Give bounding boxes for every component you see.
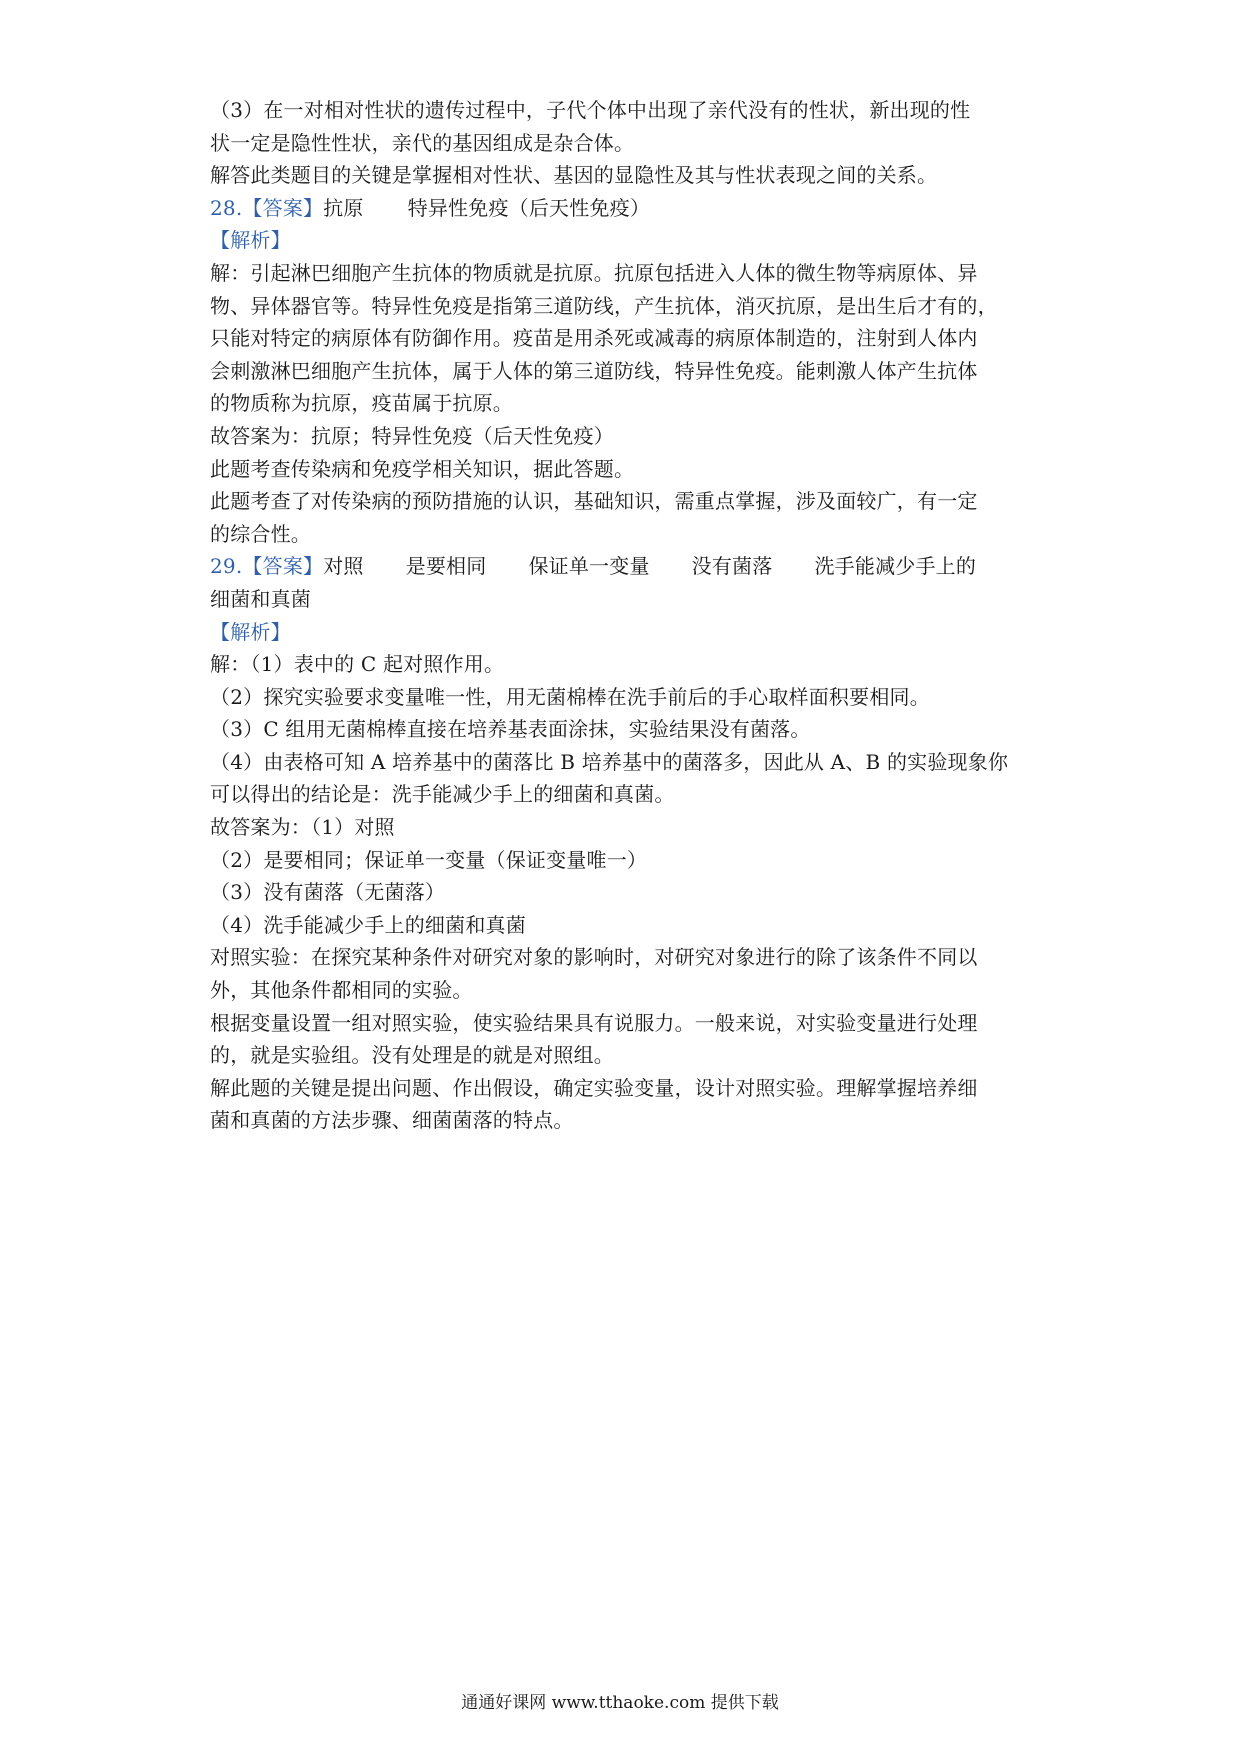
- text-line: 可以得出的结论是：洗手能减少手上的细菌和真菌。: [210, 782, 675, 807]
- answer-29-blank-1: 对照: [323, 554, 364, 579]
- answer-28-blank-2: 特异性免疫（后天性免疫）: [407, 195, 651, 220]
- text-line: 解此题的关键是提出问题、作出假设，确定实验变量，设计对照实验。理解掌握培养细: [210, 1075, 978, 1100]
- text-line: （2）是要相同；保证单一变量（保证变量唯一）: [210, 847, 648, 872]
- answer-29-blank-2: 是要相同: [405, 554, 487, 579]
- text-line: 的，就是实验组。没有处理是的就是对照组。: [210, 1043, 614, 1068]
- text-line: 会刺激淋巴细胞产生抗体，属于人体的第三道防线，特异性免疫。能刺激人体产生抗体: [210, 358, 978, 383]
- text-line: （4）洗手能减少手上的细菌和真菌: [210, 912, 526, 937]
- question-number-28: 28.: [210, 195, 243, 220]
- answer-29-blank-3: 保证单一变量: [528, 554, 650, 579]
- answer-tag: 【答案】: [242, 195, 324, 220]
- text-line: 解答此类题目的关键是掌握相对性状、基因的显隐性及其与性状表现之间的关系。: [210, 163, 938, 188]
- question-number-29: 29.: [210, 554, 243, 579]
- text-line: （4）由表格可知 A 培养基中的菌落比 B 培养基中的菌落多，因此从 A、B 的实验现象你: [210, 749, 1009, 774]
- text-line: （3）C 组用无菌棉棒直接在培养基表面涂抹，实验结果没有菌落。: [210, 717, 811, 742]
- text-line: （2）探究实验要求变量唯一性，用无菌棉棒在洗手前后的手心取样面积要相同。: [210, 684, 930, 709]
- text-line: 的综合性。: [210, 521, 311, 546]
- analysis-tag-29: 【解析】: [210, 619, 291, 644]
- text-line: 此题考查传染病和免疫学相关知识，据此答题。: [210, 456, 635, 481]
- text-line: 解：（1）表中的 C 起对照作用。: [210, 652, 505, 677]
- text-line: 故答案为：抗原；特异性免疫（后天性免疫）: [210, 423, 614, 448]
- answer-tag: 【答案】: [242, 554, 324, 579]
- text-line: 菌和真菌的方法步骤、细菌菌落的特点。: [210, 1108, 574, 1133]
- text-line: 故答案为：（1）对照: [210, 815, 395, 840]
- document-body: [210, 94, 1040, 1137]
- text-line: 对照实验：在探究某种条件对研究对象的影响时，对研究对象进行的除了该条件不同以: [210, 945, 978, 970]
- text-line: 外，其他条件都相同的实验。: [210, 978, 473, 1003]
- answer-29-line: [210, 550, 1040, 583]
- answer-29-blank-4: 没有菌落: [691, 554, 773, 579]
- text-line: 此题考查了对传染病的预防措施的认识，基础知识，需重点掌握，涉及面较广，有一定: [210, 489, 978, 514]
- answer-28-line: [210, 192, 1040, 225]
- answer-29-blank-5: 洗手能减少手上的: [814, 554, 977, 579]
- text-line: （3）在一对相对性状的遗传过程中，子代个体中出现了亲代没有的性状，新出现的性: [210, 98, 971, 122]
- page-footer: 通通好课网 www.tthaoke.com 提供下载: [461, 1693, 779, 1713]
- text-line: 物、异体器官等。特异性免疫是指第三道防线，产生抗体，消灭抗原，是出生后才有的，: [210, 293, 998, 318]
- analysis-tag-28: 【解析】: [210, 228, 291, 253]
- text-line: （3）没有菌落（无菌落）: [210, 880, 446, 905]
- text-line: 根据变量设置一组对照实验，使实验结果具有说服力。一般来说，对实验变量进行处理: [210, 1010, 978, 1035]
- text-line: 细菌和真菌: [210, 586, 311, 611]
- text-line: 只能对特定的病原体有防御作用。疫苗是用杀死或减毒的病原体制造的，注射到人体内: [210, 326, 978, 351]
- text-line: 解：引起淋巴细胞产生抗体的物质就是抗原。抗原包括进入人体的微生物等病原体、异: [210, 260, 978, 285]
- answer-28-blank-1: 抗原: [323, 195, 364, 220]
- text-line: 状一定是隐性性状，亲代的基因组成是杂合体。: [210, 130, 635, 155]
- text-line: 的物质称为抗原，疫苗属于抗原。: [210, 391, 513, 416]
